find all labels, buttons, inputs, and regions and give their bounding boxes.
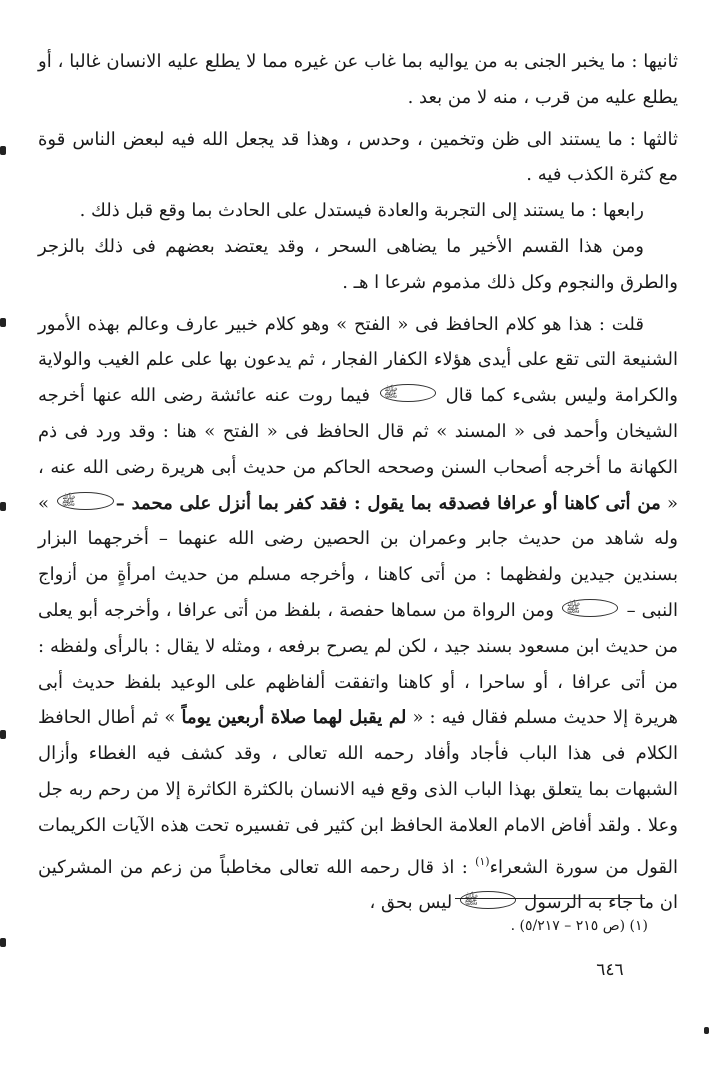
text-run: ومن هذا القسم الأخير ما يضاهى السحر ، وقد يعتضد بعضهم فى ذلك بالزجر والطرق والنجوم وكل ذلك مذموم شرعا ا هـ . [38,235,678,293]
footnote-divider [455,898,645,899]
text-run: قلت : هذا هو كلام الحافظ فى « الفتح » وهو كلام خبير عارف وعالم بهذه الأمور الشنيعة التى تقع على أيدى هؤلاء الكفار الفجار ، ثم يدعون بها على علم الغيب والولاية والكرامة وليس بشىء كما قال [38,313,678,407]
text-run: » وله شاهد من حديث جابر وعمران بن الحصين رضى الله عنهما – أخرجهما البزار بسندين جيدين ولفظهما : من أتى كاهنا ، وأخرجه مسلم من حديث امرأةٍ من أزواج النبى – [38,492,679,621]
text-run: : اذ قال رحمه الله تعالى مخاطباً من زعم من المشركين ان ما جاء به الرسول [38,856,678,914]
text-run: ثالثها : ما يستند الى ظن وتخمين ، وحدس ، وهذا قد يجعل الله فيه لبعض الناس قوة مع كثرة الكذب فيه . [38,128,678,186]
text-run: فيما روت عنه عائشة رضى الله عنها أخرجه الشيخان وأحمد فى « المسند » ثم قال الحافظ فى « الفتح » هنا : وقد ورد فى ذم الكهانة ما أخرجه أصحاب السنن وصححه الحاكم من حديث أبى هريرة رضى الله عنه ، « [38,385,678,514]
binding-mark [0,502,6,511]
text-run: ومن الرواة من سماها حفصة ، بلفظ من أتى عرافا ، وأخرجه أبو يعلى من حديث ابن مسعود بسند جيد ، لكن لم يصرح برفعه ، ومثله لا يقال : بالرأى ولفظه : من أتى عرافا ، أو ساحرا ، أو كاهنا واتفقت ألفاظهم على الوعيد بلفظ حديث أبى هريرة إلا حديث مسلم فقال فيه : « [38,599,678,729]
honorific-glyph: ﷺ [460,891,517,909]
text-run: رابعها : ما يستند إلى التجربة والعادة فيستدل على الحادث بما وقع قبل ذلك . [79,200,644,222]
page-number: ٦٤٦ [596,960,624,980]
honorific-glyph: ﷺ [562,599,619,617]
honorific-glyph: ﷺ [380,384,437,402]
binding-mark [704,1027,709,1034]
binding-mark [0,318,6,327]
paragraph-third-type [38,122,678,194]
bold-hadith-text: من أتى كاهنا أو عرافا فصدقه بما يقول : فقد كفر بما أنزل على محمد – [115,492,661,514]
honorific-glyph: ﷺ [57,492,114,510]
text-run: ثانيها : ما يخبر الجنى به من يواليه بما غاب عن غيره مما لا يطلع عليه الانسان غالبا ، أو يطلع عليه من قرب ، منه لا من بعد . [38,51,678,108]
page-body [38,44,678,921]
binding-mark [0,730,6,739]
footnote: (١) (ص ٢١٥ – ٥/٢١٧) . [510,918,648,934]
text-run: » ثم أطال الحافظ الكلام فى هذا الباب فأجاد وأفاد رحمه الله تعالى ، وقد كشف فيه الغطاء وأزال الشبهات بما يتعلق بهذا الباب الذى وقع فيه الانسان بالكثرة الكاثرة إلا من رحم ربه جل وعلا . ولقد أفاض الامام العلامة الحافظ ابن كثير فى تفسيره تحت هذه الآيات الكريمات القول من سورة الشعراء [38,707,678,878]
text-run: ليس بحق ، [369,892,458,914]
paragraph-last-section [38,229,678,301]
paragraph-commentary [38,307,678,922]
binding-mark [0,146,6,155]
footnote-reference: (١) [475,854,490,868]
bold-hadith-text: لم يقبل لهما صلاة أربعين يوماً [181,707,407,729]
paragraph-fourth-type [38,193,678,229]
binding-mark [0,938,6,947]
paragraph-second-type [38,44,678,116]
